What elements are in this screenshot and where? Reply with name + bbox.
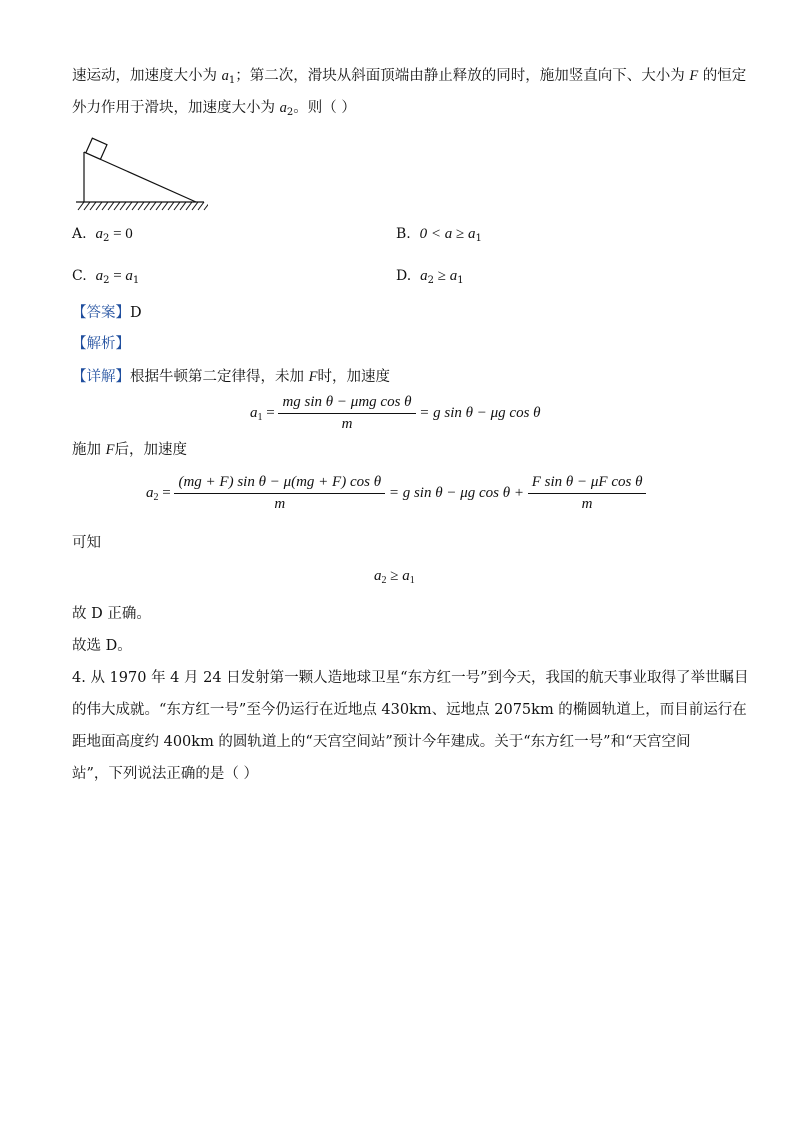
option-lhs: a — [95, 226, 103, 242]
option-c[interactable] — [72, 268, 139, 286]
question-text-line-2 — [72, 98, 356, 123]
fraction-denominator: m — [341, 416, 353, 432]
option-rhs: a — [468, 226, 476, 242]
ground-hatching — [78, 202, 210, 210]
text-segment: 可知 — [72, 535, 101, 551]
detail-line — [72, 367, 390, 387]
text-segment: 。则（ ） — [293, 100, 356, 116]
option-lhs: a — [95, 268, 104, 284]
conclusion-line-2 — [72, 636, 132, 656]
var-a: a — [279, 100, 287, 116]
analysis-tag: 【解析】 — [72, 336, 130, 352]
text-segment: 故 D 正确。 — [72, 606, 151, 622]
option-relation: = — [109, 268, 126, 284]
subscript: 2 — [153, 491, 159, 503]
option-relation: ≥ — [452, 226, 469, 242]
incline-diagram — [70, 132, 210, 214]
fraction — [278, 394, 415, 433]
equation-3 — [374, 568, 415, 586]
fraction — [174, 474, 385, 513]
text-segment: 的伟大成就。“东方红一号”至今仍运行在近地点 430km、远地点 2075km 的椭圆轨道上，而目前运行在 — [72, 702, 747, 718]
text-segment: 后，加速度 — [114, 442, 187, 458]
eq-relation: ≥ — [386, 568, 403, 584]
option-rhs: a — [125, 268, 133, 284]
subscript: 1 — [475, 233, 482, 244]
subscript: 1 — [457, 275, 464, 286]
text-segment: 的恒定 — [698, 68, 747, 84]
subscript: 1 — [228, 75, 236, 86]
var-F: F — [689, 68, 699, 84]
var-F: F — [308, 369, 318, 385]
option-label: C. — [72, 268, 87, 284]
fraction-denominator: m — [274, 496, 286, 512]
text-segment: 速运动，加速度大小为 — [72, 68, 222, 84]
eq-lhs: a — [146, 484, 154, 501]
text-segment: 外力作用于滑块，加速度大小为 — [72, 100, 280, 116]
kezhi-line — [72, 533, 101, 553]
text-segment: 故选 D。 — [72, 638, 132, 654]
option-lhs: 0 < a — [419, 226, 453, 242]
text-segment: 距地面高度约 400km 的圆轨道上的“天宫空间站”预计今年建成。关于“东方红一号”和“天宫空间 — [72, 734, 691, 750]
slider-block — [86, 138, 107, 159]
fraction — [528, 474, 647, 513]
q4-line-1 — [72, 668, 749, 688]
question-text-line-1 — [72, 66, 746, 91]
q4-line-2 — [72, 700, 747, 720]
eq-lhs: a — [374, 568, 382, 584]
answer-tag: 【答案】 — [72, 305, 130, 321]
var-F: F — [105, 442, 115, 458]
detail-tag: 【详解】 — [72, 369, 130, 385]
option-label: D. — [396, 268, 412, 284]
text-segment: 根据牛顿第二定律得，未加 — [130, 369, 309, 385]
subscript: 1 — [132, 275, 140, 286]
var-a: a — [221, 68, 229, 84]
option-relation: = 0 — [109, 226, 133, 242]
option-lhs: a — [420, 268, 428, 284]
option-rhs: a — [449, 268, 458, 284]
answer-value: D — [130, 305, 142, 321]
subscript: 1 — [409, 575, 415, 586]
subscript: 2 — [381, 575, 387, 586]
subscript: 2 — [286, 107, 294, 118]
fraction-denominator: m — [581, 496, 593, 512]
option-label: A. — [72, 226, 87, 242]
eq-rhs: a — [402, 568, 410, 584]
equation-2: $a_2$ = $\frac{\text{(mg + F) sin θ − μ(mg + F) cos θ}}{m}$ = g sin θ − μg cos θ + $\frac{\text{F sin θ − μF cos θ}}{m}$ — [146, 474, 646, 513]
fraction-numerator: mg sin θ − μmg cos θ — [278, 394, 415, 414]
text-segment: 4. 从 1970 年 4 月 24 日发射第一颗人造地球卫星“东方红一号”到今天，我国的航天事业取得了举世瞩目 — [72, 670, 749, 686]
conclusion-line-1 — [72, 604, 151, 624]
option-a[interactable] — [72, 226, 133, 244]
eq-middle: = g sin θ − μg cos θ + — [388, 484, 524, 501]
text-segment: 站”，下列说法正确的是（ ） — [72, 766, 259, 782]
subscript: 2 — [427, 275, 434, 286]
eq-lhs: a — [250, 404, 258, 421]
analysis-heading — [72, 334, 130, 354]
eq-rhs: = g sin θ − μg cos θ — [419, 404, 541, 421]
fraction-numerator: F sin θ − μF cos θ — [528, 474, 647, 494]
q4-line-3 — [72, 732, 691, 752]
text-segment: 施加 — [72, 442, 106, 458]
option-relation: ≥ — [433, 268, 450, 284]
option-d[interactable] — [396, 268, 464, 286]
subscript: 1 — [257, 411, 263, 423]
answer-line — [72, 303, 142, 323]
equation-1: $a_1$ = $\frac{\text{mg sin θ − μmg cos θ}}{m}$ = g sin θ − μg cos θ — [250, 394, 541, 432]
option-label: B. — [396, 226, 411, 242]
subscript: 2 — [102, 233, 110, 244]
after-F-line — [72, 440, 187, 460]
option-b[interactable] — [396, 226, 482, 244]
fraction-numerator: (mg + F) sin θ − μ(mg + F) cos θ — [174, 474, 385, 494]
text-segment: ；第二次，滑块从斜面顶端由静止释放的同时，施加竖直向下、大小为 — [235, 68, 690, 84]
text-segment: 时，加速度 — [317, 369, 390, 385]
q4-line-4 — [72, 764, 258, 784]
subscript: 2 — [103, 275, 110, 286]
